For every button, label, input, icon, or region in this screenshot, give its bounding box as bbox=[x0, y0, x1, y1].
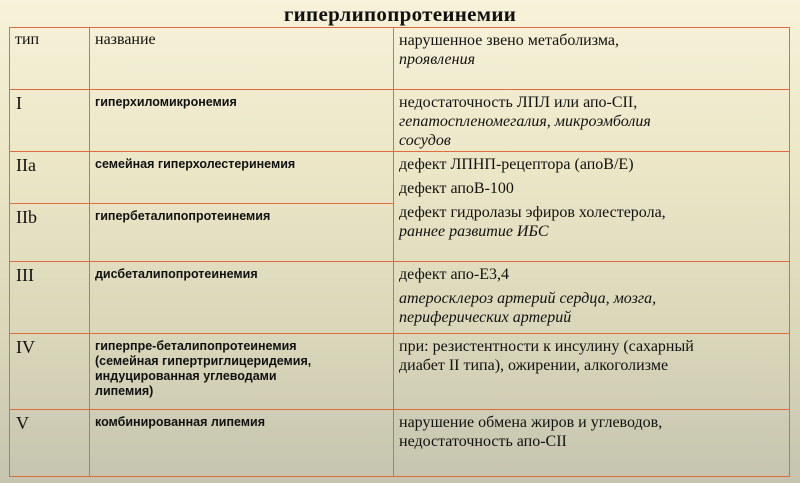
name-cell: гиперхиломикронемия bbox=[90, 90, 394, 152]
table-header-row bbox=[10, 28, 790, 90]
hyperlipoproteinemia-table bbox=[9, 27, 790, 477]
desc-line-italic: периферических артерий bbox=[399, 309, 572, 326]
header-name: название bbox=[90, 28, 394, 90]
table-row bbox=[10, 90, 790, 152]
desc-line: дефект ЛПНП-рецептора (апоВ/Е) bbox=[399, 156, 634, 173]
name-cell: дисбеталипопротеинемия bbox=[90, 262, 394, 334]
desc-line: нарушение обмена жиров и углеводов, bbox=[399, 414, 663, 431]
header-desc-italic: проявления bbox=[399, 51, 476, 68]
table-row bbox=[10, 410, 790, 477]
type-cell: IIa bbox=[10, 152, 90, 204]
name-line: липемия) bbox=[95, 384, 154, 398]
type-cell: V bbox=[10, 410, 90, 477]
desc-line: недостаточность ЛПЛ или апо-СII, bbox=[399, 94, 638, 111]
desc-line-italic: атеросклероз артерий сердца, мозга, bbox=[399, 290, 657, 307]
name-cell bbox=[90, 334, 394, 410]
table-row bbox=[10, 262, 790, 334]
description-cell bbox=[394, 152, 790, 262]
name-cell: семейная гиперхолестеринемия bbox=[90, 152, 394, 204]
type-cell: IIb bbox=[10, 204, 90, 262]
desc-line: при: резистентности к инсулину (сахарный bbox=[399, 338, 694, 355]
name-line: (семейная гипертриглицеридемия, bbox=[95, 354, 312, 368]
desc-line: дефект апоВ-100 bbox=[399, 180, 514, 197]
header-desc-main: нарушенное звено метаболизма, bbox=[399, 32, 619, 49]
desc-line-italic: сосудов bbox=[399, 132, 451, 149]
description-cell bbox=[394, 90, 790, 152]
desc-line: недостаточность апо-СII bbox=[399, 433, 567, 450]
name-line: гиперпре-беталипопротеинемия bbox=[95, 339, 297, 353]
desc-line: дефект апо-Е3,4 bbox=[399, 266, 510, 283]
header-type: тип bbox=[10, 28, 90, 90]
page-title: гиперлипопротеинемии bbox=[283, 2, 517, 26]
header-description bbox=[394, 28, 790, 90]
description-cell bbox=[394, 262, 790, 334]
name-cell: комбинированная липемия bbox=[90, 410, 394, 477]
type-cell: IV bbox=[10, 334, 90, 410]
description-cell bbox=[394, 334, 790, 410]
desc-line: дефект гидролазы эфиров холестерола, bbox=[399, 204, 666, 221]
name-line: индуцированная углеводами bbox=[95, 369, 277, 383]
description-cell bbox=[394, 410, 790, 477]
name-cell: гипербеталипопротеинемия bbox=[90, 204, 394, 262]
table-row bbox=[10, 152, 790, 204]
desc-line-italic: раннее развитие ИБС bbox=[399, 223, 549, 240]
desc-line: диабет II типа), ожирении, алкоголизме bbox=[399, 357, 669, 374]
desc-line-italic: гепатоспленомегалия, микроэмболия bbox=[399, 113, 651, 130]
type-cell: I bbox=[10, 90, 90, 152]
type-cell: III bbox=[10, 262, 90, 334]
table-row bbox=[10, 334, 790, 410]
